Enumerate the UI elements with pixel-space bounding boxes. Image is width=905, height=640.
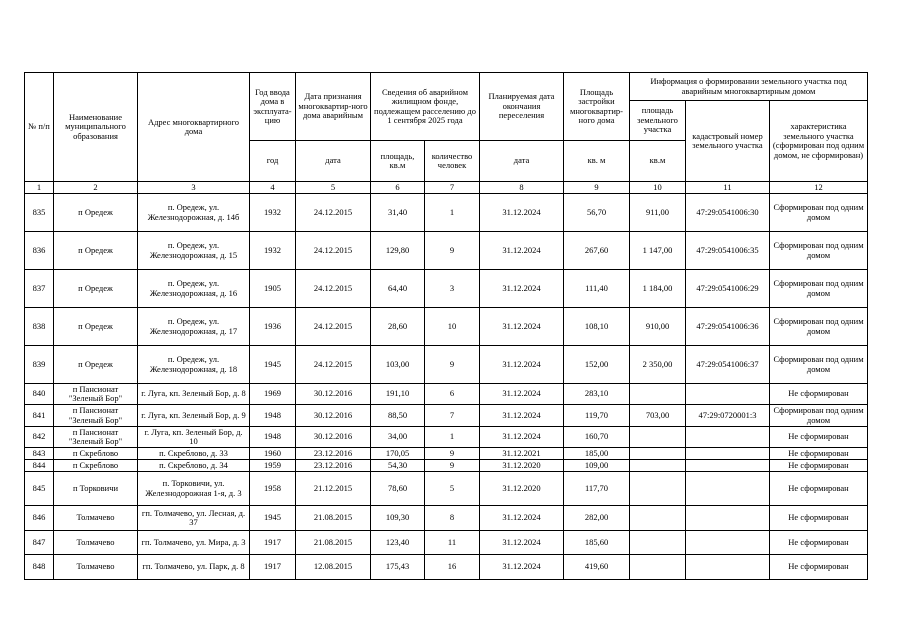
table-row: [25, 405, 868, 427]
land-area-cell: 911,00: [630, 194, 686, 232]
building-area-cell: 160,70: [564, 427, 630, 448]
planned-date-cell: 31.12.2024: [480, 194, 564, 232]
emergency-date-cell: 30.12.2016: [296, 384, 371, 405]
building-area-cell: 283,10: [564, 384, 630, 405]
column-number-cell: 10: [630, 182, 686, 194]
area-cell: 54,30: [371, 460, 425, 472]
land-status-cell: Сформирован под одним домом: [770, 308, 868, 346]
column-number-cell: 7: [425, 182, 480, 194]
table-row: [25, 194, 868, 232]
column-number-cell: 6: [371, 182, 425, 194]
people-count-cell: 6: [425, 384, 480, 405]
planned-date-cell: 31.12.2024: [480, 427, 564, 448]
planned-date-cell: 31.12.2024: [480, 346, 564, 384]
land-status-cell: Не сформирован: [770, 506, 868, 531]
land-area-cell: [630, 384, 686, 405]
address-cell: гп. Толмачево, ул. Лесная, д. 37: [138, 506, 250, 531]
land-status-cell: Сформирован под одним домом: [770, 405, 868, 427]
column-number-cell: 2: [54, 182, 138, 194]
year-cell: 1948: [250, 427, 296, 448]
building-area-cell: 117,70: [564, 472, 630, 506]
area-cell: 28,60: [371, 308, 425, 346]
land-area-cell: 1 184,00: [630, 270, 686, 308]
municipality-cell: п Оредеж: [54, 270, 138, 308]
land-status-cell: Не сформирован: [770, 472, 868, 506]
land-status-cell: Не сформирован: [770, 384, 868, 405]
cadastral-number-cell: 47:29:0541006:29: [686, 270, 770, 308]
address-cell: п. Торковичи, ул. Железнодорожная 1-я, д. 3: [138, 472, 250, 506]
area-cell: 88,50: [371, 405, 425, 427]
land-area-cell: [630, 506, 686, 531]
header-land-info: Информация о формировании земельного участка под аварийным многоквартирным домом: [630, 73, 868, 101]
municipality-cell: Толмачево: [54, 506, 138, 531]
land-area-cell: [630, 555, 686, 580]
planned-date-cell: 31.12.2020: [480, 460, 564, 472]
cadastral-number-cell: [686, 427, 770, 448]
emergency-date-cell: 21.12.2015: [296, 472, 371, 506]
header-year-built: Год ввода дома в эксплуата-цию: [250, 73, 296, 141]
table-row: [25, 531, 868, 555]
row-number: 847: [25, 531, 54, 555]
column-number-cell: 12: [770, 182, 868, 194]
address-cell: г. Луга, кп. Зеленый Бор, д. 9: [138, 405, 250, 427]
people-count-cell: 9: [425, 232, 480, 270]
building-area-cell: 152,00: [564, 346, 630, 384]
municipality-cell: п Оредеж: [54, 346, 138, 384]
table-row: [25, 472, 868, 506]
planned-date-cell: 31.12.2021: [480, 448, 564, 460]
header-planned-date: Планируемая дата окончания переселения: [480, 73, 564, 141]
column-numbers-row: [25, 182, 868, 194]
land-area-cell: 703,00: [630, 405, 686, 427]
header-land-characteristic: характеристика земельного участка (сформирован под одним домом, не сформирован): [770, 101, 868, 182]
column-number-cell: 11: [686, 182, 770, 194]
emergency-date-cell: 24.12.2015: [296, 194, 371, 232]
column-number-cell: 8: [480, 182, 564, 194]
table-body: [25, 194, 868, 580]
unit-date: дата: [296, 141, 371, 182]
column-number-cell: 9: [564, 182, 630, 194]
unit-year: год: [250, 141, 296, 182]
planned-date-cell: 31.12.2024: [480, 270, 564, 308]
address-cell: п. Скреблово, д. 34: [138, 460, 250, 472]
cadastral-number-cell: [686, 384, 770, 405]
address-cell: п. Оредеж, ул. Железнодорожная, д. 18: [138, 346, 250, 384]
land-status-cell: Не сформирован: [770, 460, 868, 472]
row-number: 842: [25, 427, 54, 448]
land-status-cell: Не сформирован: [770, 555, 868, 580]
table-row: [25, 448, 868, 460]
people-count-cell: 9: [425, 346, 480, 384]
land-status-cell: Не сформирован: [770, 531, 868, 555]
people-count-cell: 3: [425, 270, 480, 308]
year-cell: 1905: [250, 270, 296, 308]
emergency-date-cell: 24.12.2015: [296, 270, 371, 308]
year-cell: 1945: [250, 346, 296, 384]
land-status-cell: Сформирован под одним домом: [770, 232, 868, 270]
address-cell: г. Луга, кп. Зеленый Бор, д. 8: [138, 384, 250, 405]
column-number-cell: 5: [296, 182, 371, 194]
year-cell: 1917: [250, 555, 296, 580]
unit-area: площадь, кв.м: [371, 141, 425, 182]
year-cell: 1948: [250, 405, 296, 427]
area-cell: 123,40: [371, 531, 425, 555]
cadastral-number-cell: [686, 460, 770, 472]
building-area-cell: 185,60: [564, 531, 630, 555]
address-cell: п. Оредеж, ул. Железнодорожная, д. 14б: [138, 194, 250, 232]
planned-date-cell: 31.12.2024: [480, 384, 564, 405]
year-cell: 1945: [250, 506, 296, 531]
table-row: [25, 270, 868, 308]
year-cell: 1917: [250, 531, 296, 555]
building-area-cell: 109,00: [564, 460, 630, 472]
municipality-cell: п Скреблово: [54, 448, 138, 460]
cadastral-number-cell: 47:29:0720001:3: [686, 405, 770, 427]
planned-date-cell: 31.12.2024: [480, 531, 564, 555]
cadastral-number-cell: [686, 506, 770, 531]
cadastral-number-cell: 47:29:0541006:37: [686, 346, 770, 384]
unit-build-area: кв. м: [564, 141, 630, 182]
emergency-date-cell: 24.12.2015: [296, 346, 371, 384]
municipality-cell: п Торковичи: [54, 472, 138, 506]
land-status-cell: Не сформирован: [770, 427, 868, 448]
area-cell: 64,40: [371, 270, 425, 308]
unit-people: количество человек: [425, 141, 480, 182]
people-count-cell: 9: [425, 460, 480, 472]
building-area-cell: 111,40: [564, 270, 630, 308]
address-cell: п. Скреблово, д. 33: [138, 448, 250, 460]
row-number: 837: [25, 270, 54, 308]
municipality-cell: п Пансионат "Зеленый Бор": [54, 384, 138, 405]
building-area-cell: 119,70: [564, 405, 630, 427]
cadastral-number-cell: [686, 531, 770, 555]
municipality-cell: Толмачево: [54, 555, 138, 580]
planned-date-cell: 31.12.2024: [480, 555, 564, 580]
address-cell: гп. Толмачево, ул. Мира, д. 3: [138, 531, 250, 555]
column-number-cell: 4: [250, 182, 296, 194]
municipality-cell: Толмачево: [54, 531, 138, 555]
row-number: 846: [25, 506, 54, 531]
cadastral-number-cell: 47:29:0541006:35: [686, 232, 770, 270]
building-area-cell: 56,70: [564, 194, 630, 232]
land-area-cell: 910,00: [630, 308, 686, 346]
municipality-cell: п Пансионат "Зеленый Бор": [54, 405, 138, 427]
people-count-cell: 11: [425, 531, 480, 555]
year-cell: 1959: [250, 460, 296, 472]
cadastral-number-cell: 47:29:0541006:36: [686, 308, 770, 346]
table-row: [25, 384, 868, 405]
cadastral-number-cell: 47:29:0541006:30: [686, 194, 770, 232]
cadastral-number-cell: [686, 555, 770, 580]
municipality-cell: п Оредеж: [54, 232, 138, 270]
header-land-area: площадь земельного участка: [630, 101, 686, 141]
building-area-cell: 185,00: [564, 448, 630, 460]
building-area-cell: 282,00: [564, 506, 630, 531]
area-cell: 109,30: [371, 506, 425, 531]
row-number: 835: [25, 194, 54, 232]
table-row: [25, 346, 868, 384]
row-number: 845: [25, 472, 54, 506]
year-cell: 1960: [250, 448, 296, 460]
area-cell: 103,00: [371, 346, 425, 384]
building-area-cell: 267,60: [564, 232, 630, 270]
area-cell: 175,43: [371, 555, 425, 580]
people-count-cell: 10: [425, 308, 480, 346]
people-count-cell: 1: [425, 427, 480, 448]
address-cell: г. Луга, кп. Зеленый Бор, д. 10: [138, 427, 250, 448]
header-row-number: № п/п: [25, 73, 54, 182]
emergency-date-cell: 30.12.2016: [296, 427, 371, 448]
header-municipality: Наименование муниципального образования: [54, 73, 138, 182]
row-number: 843: [25, 448, 54, 460]
row-number: 838: [25, 308, 54, 346]
people-count-cell: 9: [425, 448, 480, 460]
land-status-cell: Сформирован под одним домом: [770, 194, 868, 232]
header-building-area: Площадь застройки многоквартир-ного дома: [564, 73, 630, 141]
land-area-cell: 2 350,00: [630, 346, 686, 384]
address-cell: п. Оредеж, ул. Железнодорожная, д. 16: [138, 270, 250, 308]
area-cell: 31,40: [371, 194, 425, 232]
planned-date-cell: 31.12.2024: [480, 232, 564, 270]
address-cell: п. Оредеж, ул. Железнодорожная, д. 17: [138, 308, 250, 346]
year-cell: 1936: [250, 308, 296, 346]
area-cell: 78,60: [371, 472, 425, 506]
header-emergency-date: Дата признания многоквартир-ного дома аварийным: [296, 73, 371, 141]
planned-date-cell: 31.12.2024: [480, 506, 564, 531]
land-area-cell: [630, 460, 686, 472]
table-row: [25, 427, 868, 448]
building-area-cell: 108,10: [564, 308, 630, 346]
planned-date-cell: 31.12.2024: [480, 308, 564, 346]
table-row: [25, 232, 868, 270]
table-row: [25, 555, 868, 580]
year-cell: 1969: [250, 384, 296, 405]
table-row: [25, 506, 868, 531]
emergency-date-cell: 24.12.2015: [296, 308, 371, 346]
unit-plan-date: дата: [480, 141, 564, 182]
area-cell: 191,10: [371, 384, 425, 405]
year-cell: 1932: [250, 232, 296, 270]
emergency-date-cell: 23.12.2016: [296, 460, 371, 472]
table-row: [25, 460, 868, 472]
area-cell: 34,00: [371, 427, 425, 448]
row-number: 841: [25, 405, 54, 427]
year-cell: 1958: [250, 472, 296, 506]
municipality-cell: п Скреблово: [54, 460, 138, 472]
area-cell: 170,05: [371, 448, 425, 460]
people-count-cell: 5: [425, 472, 480, 506]
planned-date-cell: 31.12.2020: [480, 472, 564, 506]
area-cell: 129,80: [371, 232, 425, 270]
emergency-date-cell: 21.08.2015: [296, 531, 371, 555]
year-cell: 1932: [250, 194, 296, 232]
land-area-cell: [630, 472, 686, 506]
land-status-cell: Сформирован под одним домом: [770, 346, 868, 384]
land-status-cell: Не сформирован: [770, 448, 868, 460]
unit-land-area: кв.м: [630, 141, 686, 182]
header-emergency-fund: Сведения об аварийном жилищном фонде, подлежащем расселению до 1 сентября 2025 года: [371, 73, 480, 141]
municipality-cell: п Пансионат "Зеленый Бор": [54, 427, 138, 448]
land-area-cell: [630, 427, 686, 448]
row-number: 848: [25, 555, 54, 580]
people-count-cell: 8: [425, 506, 480, 531]
people-count-cell: 1: [425, 194, 480, 232]
header-address: Адрес многоквартирного дома: [138, 73, 250, 182]
people-count-cell: 16: [425, 555, 480, 580]
building-area-cell: 419,60: [564, 555, 630, 580]
table-row: [25, 308, 868, 346]
emergency-date-cell: 24.12.2015: [296, 232, 371, 270]
header-cadastral-number: кадастровый номер земельного участка: [686, 101, 770, 182]
column-number-cell: 3: [138, 182, 250, 194]
people-count-cell: 7: [425, 405, 480, 427]
land-status-cell: Сформирован под одним домом: [770, 270, 868, 308]
housing-table: [24, 72, 868, 580]
emergency-date-cell: 12.08.2015: [296, 555, 371, 580]
row-number: 836: [25, 232, 54, 270]
municipality-cell: п Оредеж: [54, 308, 138, 346]
emergency-date-cell: 21.08.2015: [296, 506, 371, 531]
row-number: 839: [25, 346, 54, 384]
emergency-date-cell: 23.12.2016: [296, 448, 371, 460]
cadastral-number-cell: [686, 448, 770, 460]
column-number-cell: 1: [25, 182, 54, 194]
row-number: 844: [25, 460, 54, 472]
cadastral-number-cell: [686, 472, 770, 506]
land-area-cell: 1 147,00: [630, 232, 686, 270]
emergency-date-cell: 30.12.2016: [296, 405, 371, 427]
address-cell: гп. Толмачево, ул. Парк, д. 8: [138, 555, 250, 580]
municipality-cell: п Оредеж: [54, 194, 138, 232]
address-cell: п. Оредеж, ул. Железнодорожная, д. 15: [138, 232, 250, 270]
row-number: 840: [25, 384, 54, 405]
planned-date-cell: 31.12.2024: [480, 405, 564, 427]
land-area-cell: [630, 531, 686, 555]
land-area-cell: [630, 448, 686, 460]
